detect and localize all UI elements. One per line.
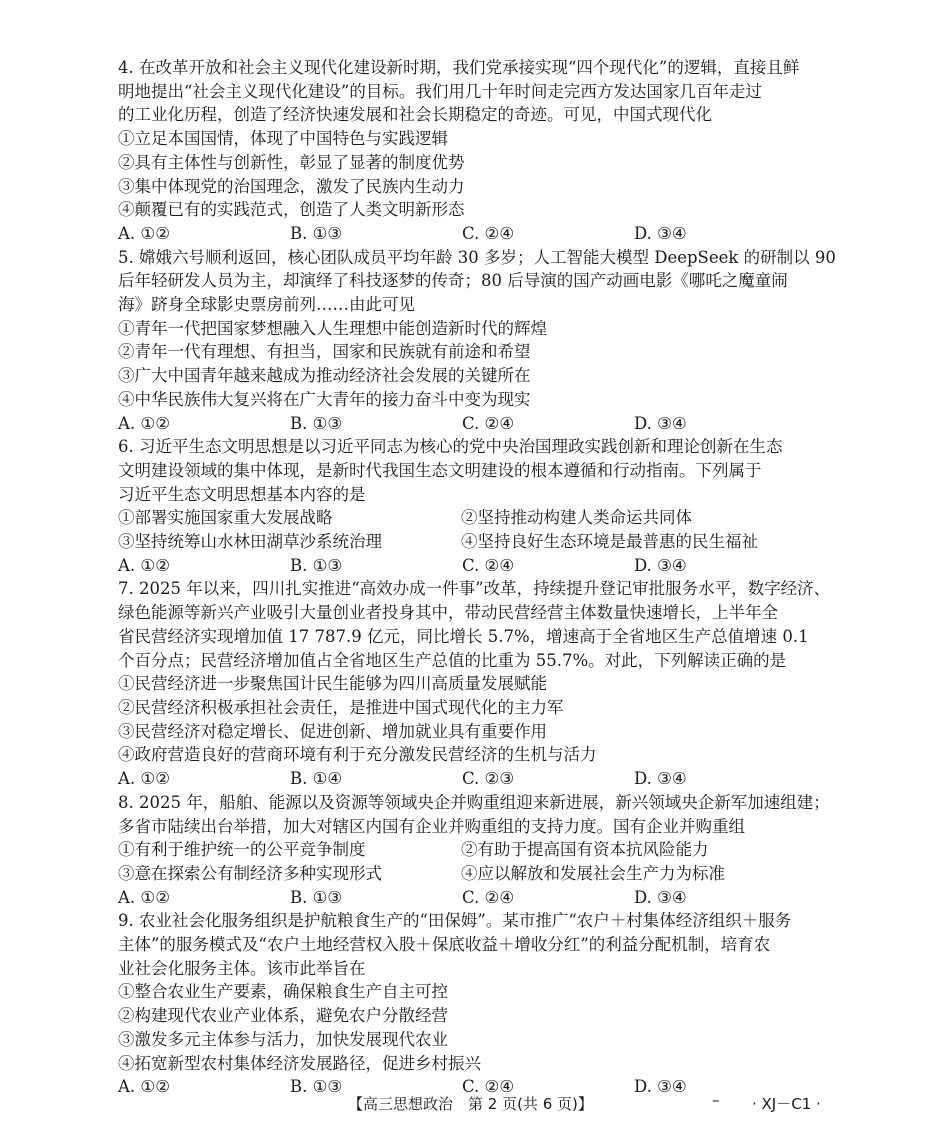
option-statement: ③广大中国青年越来越成为推动经济社会发展的关键所在 <box>118 366 531 386</box>
option-statement: ②青年一代有理想、有担当，国家和民族就有前途和希望 <box>118 342 531 362</box>
choice-d: D. ③④ <box>634 887 687 907</box>
choice-d: D. ③④ <box>634 413 687 433</box>
choice-c: C. ②④ <box>462 1077 515 1097</box>
choice-d: D. ③④ <box>634 555 687 575</box>
choice-b: B. ①③ <box>290 555 343 575</box>
question-8 <box>118 791 834 910</box>
choice-b: B. ①③ <box>290 223 343 243</box>
question-7 <box>118 577 834 790</box>
option-statement: ③民营经济对稳定增长、促进创新、增加就业具有重要作用 <box>118 721 547 741</box>
question-6 <box>118 435 834 577</box>
choice-a: A. ①② <box>118 1077 170 1097</box>
choice-c: C. ②③ <box>462 769 515 789</box>
footer-paper-code: · XJ－C1 · <box>752 1095 821 1113</box>
question-stem-line: 的工业化历程，创造了经济快速发展和社会长期稳定的奇迹。可见，中国式现代化 <box>118 105 712 125</box>
choice-a: A. ①② <box>118 887 170 907</box>
option-statement: ①整合农业生产要素，确保粮食生产自主可控 <box>118 982 448 1002</box>
question-stem-line: 7. 2025 年以来，四川扎实推进“高效办成一件事”改革，持续提升登记审批服务水平，数字经济、 <box>118 579 831 599</box>
question-stem-line: 8. 2025 年，船舶、能源以及资源等领域央企并购重组迎来新进展，新兴领域央企新军加速组建； <box>118 792 830 812</box>
choice-d: D. ③④ <box>634 223 687 243</box>
question-stem-line: 个百分点；民营经济增加值占全省地区生产总值的比重为 55.7%。对此，下列解读正确的是 <box>118 650 787 670</box>
option-pair-row <box>118 530 834 554</box>
question-stem-line: 后年轻研发人员为主，却演绎了科技逐梦的传奇；80 后导演的国产动画电影《哪吒之魔童闹 <box>118 271 788 291</box>
choice-b: B. ①③ <box>290 413 343 433</box>
question-stem-line: 明地提出“社会主义现代化建设”的目标。我们用几十年时间走完西方发达国家几百年走过 <box>118 81 762 101</box>
answer-choices <box>118 554 834 578</box>
option-statement: ②具有主体性与创新性，彰显了显著的制度优势 <box>118 152 465 172</box>
question-stem-line: 省民营经济实现增加值 17 787.9 亿元，同比增长 5.7%，增速高于全省地区生产总值增速 0.1 <box>118 626 809 646</box>
option-statement: ①部署实施国家重大发展战略 <box>118 508 333 528</box>
footer-page-info: 【高三思想政治 第 2 页(共 6 页)】 <box>348 1095 593 1113</box>
choice-a: A. ①② <box>118 223 170 243</box>
question-stem-line: 主体”的服务模式及“农户土地经营权入股＋保底收益＋增收分红”的利益分配机制，培育农 <box>118 935 771 955</box>
option-pair-row <box>118 838 834 862</box>
question-stem-line: 海》跻身全球影史票房前列……由此可见 <box>118 295 415 315</box>
choice-c: C. ②④ <box>462 223 515 243</box>
option-statement: ④坚持良好生态环境是最普惠的民生福祉 <box>461 532 758 552</box>
answer-choices <box>118 222 834 246</box>
choice-b: B. ①④ <box>290 769 343 789</box>
option-statement: ③坚持统筹山水林田湖草沙系统治理 <box>118 532 382 552</box>
choice-a: A. ①② <box>118 769 170 789</box>
question-stem-line: 5. 嫦娥六号顺利返回，核心团队成员平均年龄 30 多岁；人工智能大模型 DeepSeek 的研制以 90 <box>118 247 836 267</box>
choice-d: D. ③④ <box>634 1077 687 1097</box>
option-statement: ③集中体现党的治国理念，激发了民族内生动力 <box>118 176 465 196</box>
question-stem-line: 4. 在改革开放和社会主义现代化建设新时期，我们党承接实现“四个现代化”的逻辑，直接且鲜 <box>118 58 800 77</box>
answer-choices <box>118 767 834 791</box>
question-stem-line: 多省市陆续出台举措，加大对辖区内国有企业并购重组的支持力度。国有企业并购重组 <box>118 816 745 836</box>
question-stem-line: 绿色能源等新兴产业吸引大量创业者投身其中，带动民营经营主体数量快速增长，上半年全 <box>118 603 778 623</box>
option-statement: ④颠覆已有的实践范式，创造了人类文明新形态 <box>118 200 465 220</box>
option-pair-row <box>118 862 834 886</box>
choice-c: C. ②④ <box>462 887 515 907</box>
question-stem-line: 业社会化服务主体。该市此举旨在 <box>118 958 366 978</box>
option-statement: ②民营经济积极承担社会责任，是推进中国式现代化的主力军 <box>118 697 564 717</box>
answer-choices <box>118 886 834 910</box>
option-statement: ①青年一代把国家梦想融入人生理想中能创造新时代的辉煌 <box>118 318 547 338</box>
choice-a: A. ①② <box>118 413 170 433</box>
question-9 <box>118 909 834 1099</box>
option-statement: ②坚持推动构建人类命运共同体 <box>461 508 692 528</box>
answer-choices <box>118 412 834 436</box>
question-stem-line: 习近平生态文明思想基本内容的是 <box>118 484 366 504</box>
choice-a: A. ①② <box>118 555 170 575</box>
footer-dash: – <box>712 1091 720 1109</box>
option-statement: ①有利于维护统一的公平竞争制度 <box>118 840 366 860</box>
option-statement: ①立足本国国情，体现了中国特色与实践逻辑 <box>118 129 448 149</box>
option-statement: ③激发多元主体参与活力，加快发展现代农业 <box>118 1029 448 1049</box>
question-list <box>118 56 834 1099</box>
choice-b: B. ①③ <box>290 887 343 907</box>
option-statement: ②构建现代农业产业体系，避免农户分散经营 <box>118 1006 448 1026</box>
question-5 <box>118 246 834 436</box>
question-4 <box>118 56 834 246</box>
choice-b: B. ①③ <box>290 1077 343 1097</box>
question-stem-line: 6. 习近平生态文明思想是以习近平同志为核心的党中央治国理政实践创新和理论创新在生态 <box>118 437 783 457</box>
choice-c: C. ②④ <box>462 413 515 433</box>
option-statement: ④政府营造良好的营商环境有利于充分激发民营经济的生机与活力 <box>118 745 597 765</box>
question-stem-line: 文明建设领域的集中体现，是新时代我国生态文明建设的根本遵循和行动指南。下列属于 <box>118 460 762 480</box>
question-stem-line: 9. 农业社会化服务组织是护航粮食生产的“田保姆”。某市推广“农户＋村集体经济组织＋服务 <box>118 911 792 931</box>
option-statement: ④中华民族伟大复兴将在广大青年的接力奋斗中变为现实 <box>118 389 531 409</box>
option-statement: ②有助于提高国有资本抗风险能力 <box>461 840 709 860</box>
option-pair-row <box>118 506 834 530</box>
option-statement: ③意在探索公有制经济多种实现形式 <box>118 863 382 883</box>
choice-c: C. ②④ <box>462 555 515 575</box>
choice-d: D. ③④ <box>634 769 687 789</box>
option-statement: ④应以解放和发展社会生产力为标准 <box>461 863 725 883</box>
option-statement: ①民营经济进一步聚焦国计民生能够为四川高质量发展赋能 <box>118 674 547 694</box>
option-statement: ④拓宽新型农村集体经济发展路径，促进乡村振兴 <box>118 1053 481 1073</box>
